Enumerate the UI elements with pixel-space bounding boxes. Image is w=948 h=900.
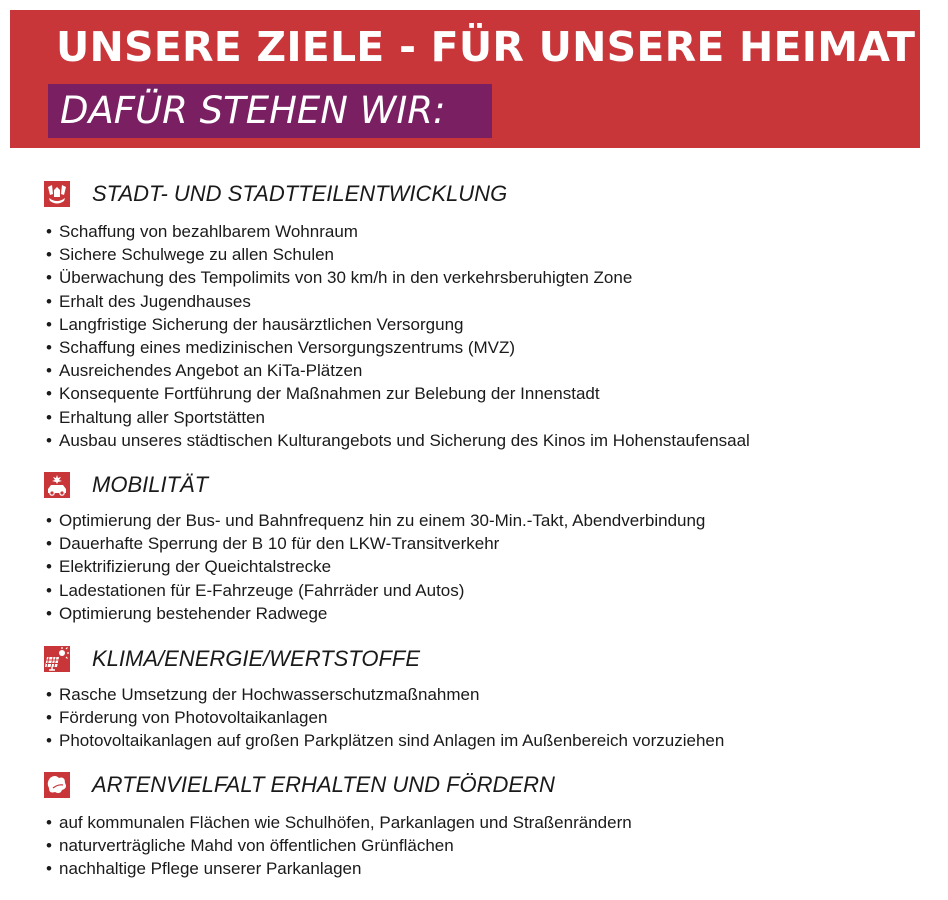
section-title: STADT- UND STADTTEILENTWICKLUNG <box>92 181 508 206</box>
list-item: • Überwachung des Tempolimits von 30 km/h in den verkehrsberuhigten Zone <box>46 268 633 288</box>
section-header <box>44 180 924 210</box>
section-title: KLIMA/ENERGIE/WERTSTOFFE <box>92 646 421 671</box>
section-title: MOBILITÄT <box>92 472 209 497</box>
leaf-icon <box>44 772 70 798</box>
list-item: • Erhalt des Jugendhauses <box>46 291 251 311</box>
header-banner <box>10 10 920 148</box>
section-header <box>44 471 924 501</box>
item-list <box>44 509 924 625</box>
list-item: • Konsequente Fortführung der Maßnahmen zur Belebung der Innenstadt <box>46 384 600 404</box>
item-list <box>44 220 924 452</box>
list-item: • Elektrifizierung der Queichtalstrecke <box>46 557 332 577</box>
list-item: • Dauerhafte Sperrung der B 10 für den LKW-Transitverkehr <box>46 534 500 554</box>
section-title: ARTENVIELFALT ERHALTEN UND FÖRDERN <box>92 772 555 797</box>
section-header <box>44 645 924 675</box>
solar-panel-icon <box>44 646 70 672</box>
item-list <box>44 811 924 881</box>
section-mobilitaet <box>44 471 924 625</box>
list-item: • Langfristige Sicherung der hausärztlichen Versorgung <box>46 314 464 334</box>
city-development-icon <box>44 181 70 207</box>
list-item: • Ladestationen für E-Fahrzeuge (Fahrräder und Autos) <box>46 580 465 600</box>
list-item: • nachhaltige Pflege unserer Parkanlagen <box>46 859 362 879</box>
list-item: • Ausreichendes Angebot an KiTa-Plätzen <box>46 361 363 381</box>
list-item: • auf kommunalen Flächen wie Schulhöfen, Parkanlagen und Straßenrändern <box>46 813 632 832</box>
subtitle-box <box>48 84 492 138</box>
page-title: UNSERE ZIELE - FÜR UNSERE HEIMAT <box>56 23 916 71</box>
list-item: • Ausbau unseres städtischen Kulturangebots und Sicherung des Kinos im Hohenstaufensaal <box>46 430 750 450</box>
section-artenvielfalt <box>44 771 924 881</box>
list-item: • Photovoltaikanlagen auf großen Parkplätzen sind Anlagen im Außenbereich vorzuziehen <box>46 731 725 751</box>
car-icon <box>44 472 70 498</box>
list-item: • Förderung von Photovoltaikanlagen <box>46 708 328 728</box>
page-subtitle: DAFÜR STEHEN WIR: <box>60 89 446 132</box>
list-item: • Optimierung der Bus- und Bahnfrequenz hin zu einem 30-Min.-Takt, Abendverbindung <box>46 511 706 530</box>
list-item: • Schaffung von bezahlbarem Wohnraum <box>46 222 358 241</box>
list-item: • Erhaltung aller Sportstätten <box>46 407 266 427</box>
list-item: • Rasche Umsetzung der Hochwasserschutzmaßnahmen <box>46 685 480 704</box>
section-klima <box>44 645 924 753</box>
list-item: • Schaffung eines medizinischen Versorgungszentrums (MVZ) <box>46 337 516 357</box>
section-header <box>44 771 924 801</box>
section-stadtentwicklung <box>44 180 924 452</box>
list-item: • Optimierung bestehender Radwege <box>46 603 328 623</box>
list-item: • naturverträgliche Mahd von öffentlichen Grünflächen <box>46 836 454 856</box>
list-item: • Sichere Schulwege zu allen Schulen <box>46 245 335 265</box>
item-list <box>44 683 924 753</box>
